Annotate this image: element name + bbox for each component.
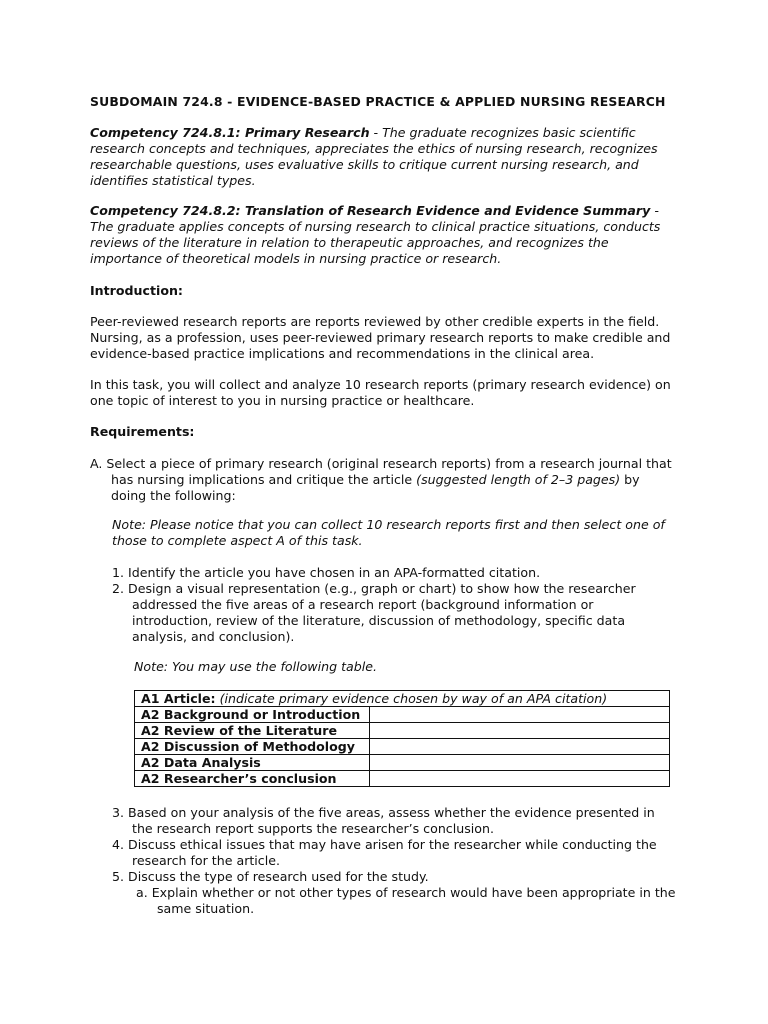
competency-1-title: Competency 724.8.1: Primary Research xyxy=(90,125,370,140)
competency-2: Competency 724.8.2: Translation of Research Evidence and Evidence Summary - The graduate applies concepts of nursing research to clinical practice situations, conducts reviews of the literature in relation to therapeutic approaches, and recognizes the importance of theoretical models in nursing practice or research. xyxy=(90,203,661,266)
list-item: 4. Discuss ethical issues that may have arisen for the researcher while conducting the research for the article. xyxy=(112,837,657,868)
requirement-list-1 xyxy=(112,565,702,645)
list-subitem: a. Explain whether or not other types of research would have been appropriate in the same situation. xyxy=(136,885,676,916)
introduction-heading: Introduction: xyxy=(90,283,183,298)
requirement-a: A. Select a piece of primary research (original research reports) from a research journal that has nursing implications and critique the article (suggested length of 2–3 pages) by doing the following: xyxy=(90,456,672,503)
requirements-heading: Requirements: xyxy=(90,424,195,439)
table-row-label: A2 Review of the Literature xyxy=(135,723,370,739)
table-row-label: A2 Discussion of Methodology xyxy=(135,739,370,755)
table-row xyxy=(135,707,670,723)
analysis-table xyxy=(134,690,670,787)
competency-1: Competency 724.8.1: Primary Research - The graduate recognizes basic scientific research concepts and techniques, appreciates the ethics of nursing research, recognizes researchable questions, uses evaluative skills to critique current nursing research, and identifies statistical types. xyxy=(90,125,658,188)
list-item: 5. Discuss the type of research used for the study. xyxy=(112,869,429,884)
note-table: Note: You may use the following table. xyxy=(134,659,377,674)
intro-paragraph-1: Peer-reviewed research reports are reports reviewed by other credible experts in the field. Nursing, as a profession, uses peer-reviewed primary research reports to make credible and evidence-based practice implications and recommendations in the clinical area. xyxy=(90,314,671,361)
table-cell-empty xyxy=(370,707,670,723)
list-item: 1. Identify the article you have chosen in an APA-formatted citation. xyxy=(112,565,541,580)
requirement-list-2 xyxy=(112,805,702,917)
table-cell-empty xyxy=(370,723,670,739)
table-row xyxy=(135,771,670,787)
table-row xyxy=(135,739,670,755)
table-header-cell: A1 Article: (indicate primary evidence chosen by way of an APA citation) xyxy=(135,691,670,707)
table-row-label: A2 Background or Introduction xyxy=(135,707,370,723)
note-collect-reports: Note: Please notice that you can collect 10 research reports first and then select one of those to complete aspect A of this task. xyxy=(112,517,665,548)
table-row-label: A2 Researcher’s conclusion xyxy=(135,771,370,787)
subdomain-heading: SUBDOMAIN 724.8 - EVIDENCE-BASED PRACTICE & APPLIED NURSING RESEARCH xyxy=(90,94,666,109)
table-cell-empty xyxy=(370,771,670,787)
intro-paragraph-2: In this task, you will collect and analyze 10 research reports (primary research evidence) on one topic of interest to you in nursing practice or healthcare. xyxy=(90,377,671,408)
table-header-row xyxy=(135,691,670,707)
competency-2-title: Competency 724.8.2: Translation of Research Evidence and Evidence Summary xyxy=(90,203,651,218)
table-row xyxy=(135,755,670,771)
table-row-label: A2 Data Analysis xyxy=(135,755,370,771)
list-item: 3. Based on your analysis of the five areas, assess whether the evidence presented in the research report supports the researcher’s conclusion. xyxy=(112,805,655,836)
table-cell-empty xyxy=(370,739,670,755)
table-row xyxy=(135,723,670,739)
list-item: 2. Design a visual representation (e.g., graph or chart) to show how the researcher addressed the five areas of a research report (background information or introduction, review of the literature, discussion of methodology, specific data analysis, and conclusion). xyxy=(112,581,636,644)
table-cell-empty xyxy=(370,755,670,771)
